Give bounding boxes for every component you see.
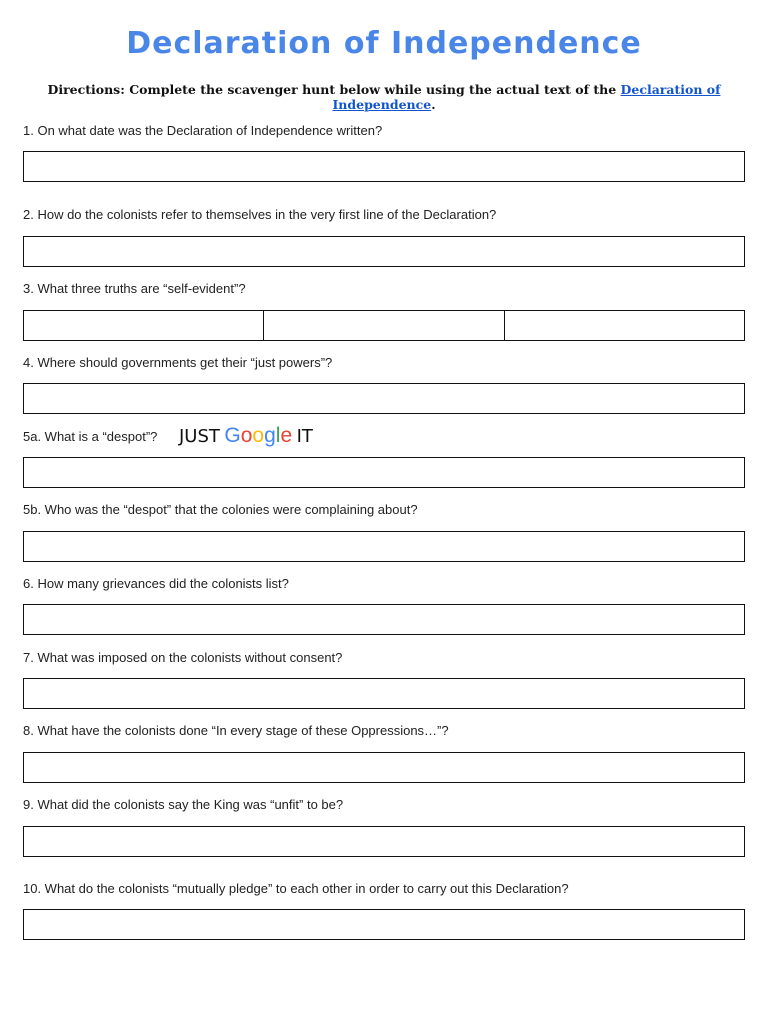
question-7: 7. What was imposed on the colonists without consent? (23, 650, 343, 665)
directions-text: Directions: Complete the scavenger hunt below while using the actual text of the (47, 82, 621, 97)
directions (0, 82, 768, 112)
answer-box-3-truth-1[interactable] (24, 311, 264, 340)
question-5b: 5b. Who was the “despot” that the colonies were complaining about? (23, 502, 418, 517)
logo-just: JUST (179, 426, 220, 447)
answer-box-3-truth-3[interactable] (505, 311, 744, 340)
logo-google-letter: e (280, 424, 293, 447)
question-8: 8. What have the colonists done “In every stage of these Oppressions…”? (23, 723, 449, 738)
answer-box-7[interactable] (23, 678, 745, 709)
declaration-link[interactable]: Declaration of Independence (332, 82, 721, 112)
answer-box-5a[interactable] (23, 457, 745, 488)
question-9: 9. What did the colonists say the King was “unfit” to be? (23, 797, 344, 812)
question-10: 10. What do the colonists “mutually pledge” to each other in order to carry out this Declaration? (23, 881, 569, 896)
logo-it: IT (296, 426, 313, 447)
question-4: 4. Where should governments get their “just powers”? (23, 355, 333, 370)
question-3: 3. What three truths are “self-evident”? (23, 281, 246, 296)
question-2: 2. How do the colonists refer to themselves in the very first line of the Declaration? (23, 207, 497, 222)
answer-box-3 (23, 310, 745, 341)
answer-box-10[interactable] (23, 909, 745, 940)
answer-box-6[interactable] (23, 604, 745, 635)
answer-box-8[interactable] (23, 752, 745, 783)
page-title: Declaration of Independence (126, 26, 642, 61)
logo-google-letter: o (240, 424, 253, 447)
logo-google-letter: o (252, 424, 265, 447)
just-google-it-logo (179, 424, 313, 448)
logo-google-letter: G (224, 424, 241, 447)
question-6: 6. How many grievances did the colonists list? (23, 576, 289, 591)
logo-google-letter: g (264, 424, 276, 447)
answer-box-3-truth-2[interactable] (264, 311, 504, 340)
answer-box-9[interactable] (23, 826, 745, 857)
answer-box-5b[interactable] (23, 531, 745, 562)
question-5a: 5a. What is a “despot”? (23, 429, 158, 444)
logo-google (224, 424, 292, 447)
logo-google-letter: l (275, 424, 281, 447)
directions-suffix: . (431, 97, 436, 112)
question-1: 1. On what date was the Declaration of Independence written? (23, 123, 383, 138)
answer-box-1[interactable] (23, 151, 745, 182)
answer-box-2[interactable] (23, 236, 745, 267)
answer-box-4[interactable] (23, 383, 745, 414)
